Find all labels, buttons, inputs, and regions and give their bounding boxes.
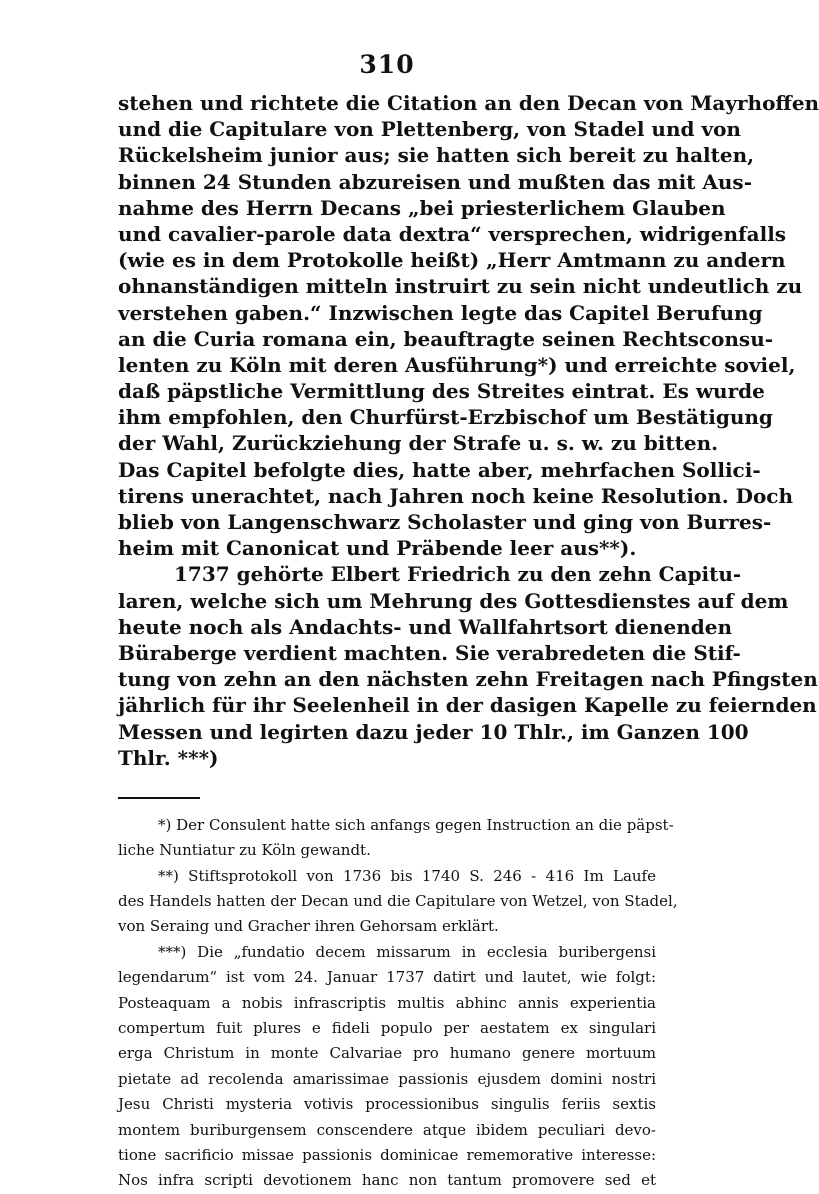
footnote-line: Posteaquam a nobis infrascriptis multis abhinc annis experientia [118, 993, 656, 1012]
footnote-line: tione sacrificio missae passionis dominicae rememorative interesse: [118, 1145, 656, 1164]
footnote-divider [118, 797, 200, 799]
footnote-line: pietate ad recolenda amarissimae passionis ejusdem domini nostri [118, 1069, 656, 1088]
footnote-line: von Seraing und Gracher ihren Gehorsam erklärt. [118, 917, 499, 936]
footnotes [118, 813, 678, 1194]
text-line: heute noch als Andachts- und Wallfahrtsort dienenden [118, 614, 733, 639]
text-line: und die Capitulare von Plettenberg, von Stadel und von [118, 117, 741, 142]
footnote-line: liche Nuntiatur zu Köln gewandt. [118, 841, 371, 860]
text-line: heim mit Canonicat und Präbende leer aus**). [118, 536, 637, 561]
footnote-line: *) Der Consulent hatte sich anfangs gegen Instruction an die päpst- [158, 815, 674, 834]
text-line: jährlich für ihr Seelenheil in der dasigen Kapelle zu feiernden [118, 693, 817, 718]
text-line: laren, welche sich um Mehrung des Gottesdienstes auf dem [118, 588, 789, 613]
text-line: tirens unerachtet, nach Jahren noch keine Resolution. Doch [118, 483, 794, 508]
text-line: ihm empfohlen, den Churfürst-Erzbischof um Bestätigung [118, 405, 773, 430]
text-line: Rückelsheim junior aus; sie hatten sich bereit zu halten, [118, 143, 755, 168]
text-line: an die Curia romana ein, beauftragte seinen Rechtsconsu- [118, 326, 774, 351]
footnote-line: erga Christum in monte Calvariae pro humano genere mortuum [118, 1044, 656, 1063]
text-line: blieb von Langenschwarz Scholaster und ging von Burres- [118, 510, 772, 534]
footnote-2 [118, 864, 678, 940]
main-text [118, 90, 819, 771]
text-line: Messen und legirten dazu jeder 10 Thlr., im Ganzen 100 [118, 719, 749, 744]
footnote-3 [118, 940, 656, 1194]
text-line: binnen 24 Stunden abzureisen und mußten das mit Aus- [118, 169, 752, 194]
text-line: (wie es in dem Protokolle heißt) „Herr Amtmann zu andern [118, 248, 786, 273]
text-line: Das Capitel befolgte dies, hatte aber, mehrfachen Sollici- [118, 457, 761, 482]
footnote-line: Jesu Christi mysteria votivis processionibus singulis feriis sextis [118, 1095, 656, 1114]
footnote-line: Nos infra scripti devotionem hanc non tantum promovere sed et [118, 1171, 656, 1190]
page-number: 310 [359, 50, 415, 79]
footnote-line: ***) Die „fundatio decem missarum in ecclesia buribergensi [158, 942, 656, 961]
text-line: 1737 gehörte Elbert Friedrich zu den zehn Capitu- [174, 562, 742, 587]
text-line: der Wahl, Zurückziehung der Strafe u. s. w. zu bitten. [118, 431, 719, 456]
text-line: und cavalier-parole data dextra“ versprechen, widrigenfalls [118, 221, 787, 246]
footnote-line: **) Stiftsprotokoll von 1736 bis 1740 S. 246 - 416 Im Laufe [158, 866, 656, 885]
text-line: Büraberge verdient machten. Sie verabredeten die Stif- [118, 640, 741, 665]
text-line: nahme des Herrn Decans „bei priesterlichem Glauben [118, 195, 726, 220]
footnote-1 [118, 813, 674, 864]
text-line: Thlr. ***) [118, 745, 219, 770]
text-line: tung von zehn an den nächsten zehn Freitagen nach Pfingsten [118, 667, 818, 692]
text-line: verstehen gaben.“ Inzwischen legte das Capitel Berufung [118, 300, 763, 325]
text-line: lenten zu Köln mit deren Ausführung*) und erreichte soviel, [118, 352, 796, 377]
text-line: daß päpstliche Vermittlung des Streites eintrat. Es wurde [118, 379, 765, 404]
footnote-line: des Handels hatten der Decan und die Capitulare von Wetzel, von Stadel, [118, 892, 678, 911]
footnote-line: montem buriburgensem conscendere atque ibidem peculiari devo- [118, 1120, 656, 1139]
footnote-line: legendarum“ ist vom 24. Januar 1737 datirt und lautet, wie folgt: [118, 968, 656, 987]
footnote-line: compertum fuit plures e fideli populo per aestatem ex singulari [118, 1019, 656, 1037]
text-line: ohnanständigen mitteln instruirt zu sein nicht undeutlich zu [118, 274, 803, 299]
text-line: stehen und richtete die Citation an den Decan von Mayrhoffen [118, 91, 819, 115]
